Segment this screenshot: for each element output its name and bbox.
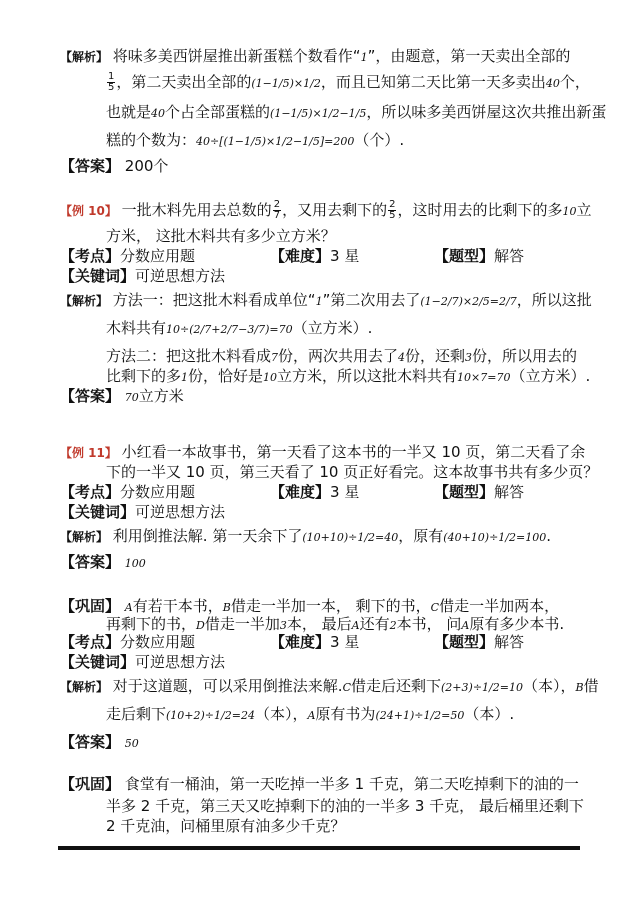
answer-tag: 【答案】: [60, 733, 121, 751]
nandu-tag: 【难度】: [270, 247, 331, 265]
analysis-tag: 【解析】: [60, 680, 109, 694]
example-10-solution-line-3: 方法二：把这批木料看成7份，两次共用去了4份，还剩3份，所以用去的: [106, 347, 578, 365]
practice-2-question-line-1: 【巩固】 食堂有一桶油，第一天吃掉一半多 1 千克，第二天吃掉剩下的油的一: [60, 775, 579, 793]
answer-value: 50: [124, 737, 139, 750]
example-10-meta-line: 【考点】分数应用题 【难度】3 星 【题型】解答: [60, 247, 525, 265]
practice-1-question-line-1: 【巩固】 A有若干本书，B借走一半加一本， 剩下的书，C借走一半加两本，: [60, 597, 560, 615]
keyword-tag: 【关键词】: [60, 653, 136, 671]
example-10-solution-line-4: 比剩下的多1份，恰好是10立方米，所以这批木料共有10×7=70（立方米）.: [106, 367, 591, 385]
practice-tag: 【巩固】: [60, 597, 121, 615]
math-expression: 10÷(2/7+2/7−3/7)=70: [166, 323, 293, 336]
kaodian-tag: 【考点】: [60, 247, 121, 265]
math-expression: (1−1/5)×1/2: [251, 77, 321, 90]
practice-1-question-line-2: 再剩下的书，D借走一半加3本， 最后A还有2本书， 问A原有多少本书.: [106, 615, 565, 633]
analysis-line-2: $\frac{1}{5}$ ，第二天卖出全部的(1−1/5)×1/2，而且已知第二天比第一天多卖出40个，: [108, 71, 590, 93]
example-10-question-line-2: 方米， 这批木料共有多少立方米？: [106, 227, 336, 245]
analysis-tag: 【解析】: [60, 50, 109, 64]
example-10-keyword-line: 【关键词】可逆思想方法: [60, 267, 226, 285]
kaodian-tag: 【考点】: [60, 483, 121, 501]
practice-2-question-line-2: 半多 2 千克，第三天又吃掉剩下的油的一半多 3 千克， 最后桶里还剩下: [106, 797, 584, 815]
math-expression: 10×7=70: [457, 371, 511, 384]
example-11-solution-line: 【解析】 利用倒推法解. 第一天余下了(10+10)÷1/2=40，原有(40+10)÷1/2=100.: [60, 527, 552, 545]
practice-1-solution-line-2: 走后剩下(10+2)÷1/2=24（本），A原有书为(24+1)÷1/2=50（本）.: [106, 705, 515, 723]
tixing-tag: 【题型】: [434, 633, 495, 651]
math-expression: (2+3)÷1/2=10: [441, 681, 523, 694]
example-11-tag: 【例 11】: [60, 446, 117, 460]
answer-value: 200个: [124, 157, 169, 175]
math-expression: (1−1/5)×1/2−1/5: [270, 107, 367, 120]
practice-2-question-line-3: 2 千克油，问桶里原有油多少千克？: [106, 817, 346, 835]
answer-line: [60, 156, 168, 176]
example-10-solution-line-2: 木料共有10÷(2/7+2/7−3/7)=70（立方米）.: [106, 319, 373, 337]
keyword-tag: 【关键词】: [60, 267, 136, 285]
answer-tag: 【答案】: [60, 553, 121, 571]
fraction: $\frac{2}{7}$: [273, 199, 281, 221]
example-10-tag: 【例 10】: [60, 204, 117, 218]
keyword-tag: 【关键词】: [60, 503, 136, 521]
analysis-tag: 【解析】: [60, 294, 109, 308]
nandu-tag: 【难度】: [270, 633, 331, 651]
fraction: $\frac{2}{5}$: [389, 199, 396, 221]
math-expression: (10+10)÷1/2=40: [302, 531, 399, 544]
example-11-keyword-line: 【关键词】可逆思想方法: [60, 503, 226, 521]
answer-tag: 【答案】: [60, 387, 121, 405]
kaodian-tag: 【考点】: [60, 633, 121, 651]
bottom-rule: [58, 846, 580, 850]
analysis-tag: 【解析】: [60, 530, 109, 544]
tixing-tag: 【题型】: [434, 483, 495, 501]
answer-value: 100: [124, 557, 146, 570]
example-10-solution-line-1: 【解析】 方法一：把这批木料看成单位“1”第二次用去了(1−2/7)×2/5=2/7，所以这批: [60, 291, 592, 309]
tixing-tag: 【题型】: [434, 247, 495, 265]
example-11-question-line-2: 下的一半又 10 页，第三天看了 10 页正好看完。这本故事书共有多少页？: [106, 463, 599, 481]
example-10-question-line-1: 【例 10】 一批木料先用去总数的 $\frac{2}{7}$ ，又用去剩下的 $\frac{2}{5}$ ，这时用去的比剩下的多10立: [60, 199, 592, 221]
example-11-question-line-1: 【例 11】 小红看一本故事书，第一天看了这本书的一半又 10 页，第二天看了余: [60, 443, 586, 461]
fraction: $\frac{1}{5}$: [108, 71, 115, 93]
analysis-line-3: 也就是40个占全部蛋糕的(1−1/5)×1/2−1/5，所以味多美西饼屋这次共推出新蛋: [106, 103, 607, 121]
analysis-line-1: 【解析】 将味多美西饼屋推出新蛋糕个数看作“1”，由题意，第一天卖出全部的: [60, 47, 571, 65]
math-expression: 40÷[(1−1/5)×1/2−1/5]=200: [196, 135, 355, 148]
math-expression: (24+1)÷1/2=50: [375, 709, 465, 722]
practice-tag: 【巩固】: [60, 775, 121, 793]
answer-tag: 【答案】: [60, 157, 121, 175]
practice-1-keyword-line: 【关键词】可逆思想方法: [60, 653, 226, 671]
practice-1-meta-line: 【考点】分数应用题 【难度】3 星 【题型】解答: [60, 633, 525, 651]
analysis-line-4: 糕的个数为：40÷[(1−1/5)×1/2−1/5]=200（个）.: [106, 131, 405, 149]
practice-1-solution-line-1: 【解析】 对于这道题，可以采用倒推法来解.C借走后还剩下(2+3)÷1/2=10（本），B借: [60, 677, 599, 695]
practice-1-answer-line: [60, 732, 139, 754]
nandu-tag: 【难度】: [270, 483, 331, 501]
example-11-answer-line: [60, 552, 146, 574]
math-expression: (40+10)÷1/2=100: [443, 531, 547, 544]
example-11-meta-line: 【考点】分数应用题 【难度】3 星 【题型】解答: [60, 483, 525, 501]
math-expression: (1−2/7)×2/5=2/7: [420, 295, 517, 308]
math-expression: (10+2)÷1/2=24: [166, 709, 255, 722]
example-10-answer-line: 【答案】 70立方米: [60, 387, 184, 405]
